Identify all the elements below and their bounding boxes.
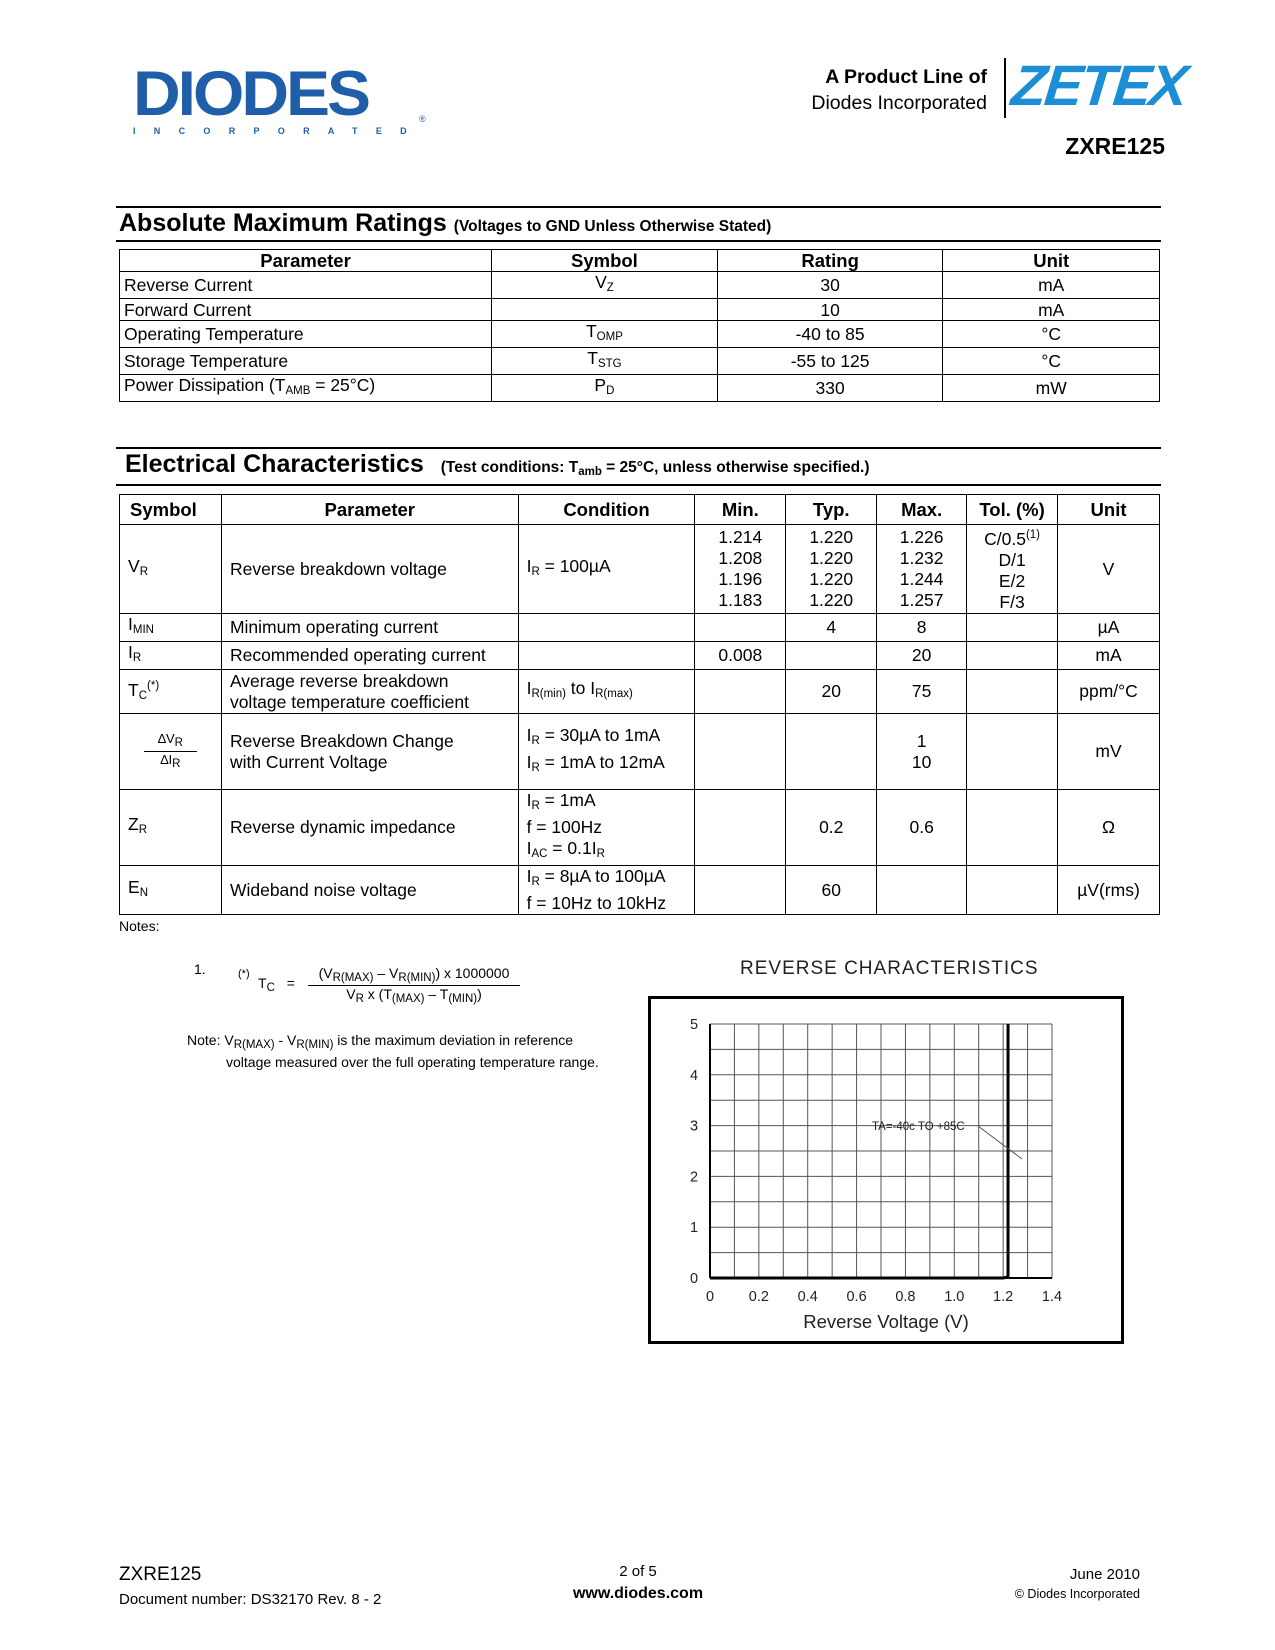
symbol-text: V <box>128 555 140 576</box>
n-text: - V <box>274 1032 297 1048</box>
fraction-num <box>144 731 197 752</box>
note-line: voltage measured over the full operating temperature range. <box>226 1054 599 1070</box>
value: 1.196 <box>718 569 763 589</box>
symbol-cell <box>120 790 222 866</box>
param-line: voltage temperature coefficient <box>229 691 469 712</box>
footer-site-link[interactable]: www.diodes.com <box>572 1585 704 1602</box>
formula-denominator <box>308 986 520 1005</box>
typ-cell: 60 <box>786 866 877 915</box>
min-cell <box>695 525 786 614</box>
logo-subtext: INCORPORATED <box>133 126 425 136</box>
cond-line: $I_R = 8\mu A$ to 100µA <box>526 866 666 888</box>
symbol-sub: Z <box>606 282 614 294</box>
ec-subtitle <box>441 459 870 476</box>
ec-table <box>119 494 1160 915</box>
value: 1.226 <box>899 527 944 547</box>
symbol-text: T <box>587 348 598 368</box>
unit-cell: µA <box>1058 614 1160 642</box>
table-row <box>120 790 1160 866</box>
symbol-sub: R <box>132 652 142 664</box>
n-sub: R(MAX) <box>233 1039 275 1051</box>
value: E/2 <box>998 571 1026 591</box>
unit-cell: mA <box>943 272 1160 299</box>
x-tick-label: 1.4 <box>1041 1289 1063 1305</box>
amr-title: Absolute Maximum Ratings <box>119 209 447 237</box>
symbol-sub: R <box>138 824 148 836</box>
value: 1.220 <box>809 590 854 610</box>
f-text: x (T <box>363 986 392 1002</box>
symbol-text: T <box>128 680 139 700</box>
rating-cell: 10 <box>717 299 943 321</box>
symbol-text: E <box>128 876 140 897</box>
unit-cell: mA <box>1058 642 1160 670</box>
cond-sub: R(min) <box>531 688 566 700</box>
x-tick-label: 1.2 <box>993 1289 1014 1305</box>
cond-line: $I_{AC} = 0.1I_R$ <box>526 838 605 860</box>
symbol-text: P <box>594 375 607 395</box>
rating-cell: 330 <box>717 375 943 402</box>
part-number: ZXRE125 <box>1065 133 1165 159</box>
section-rule <box>116 206 1161 208</box>
value: 1.220 <box>809 548 854 568</box>
reverse-characteristics-chart <box>648 996 1124 1344</box>
max-cell: 20 <box>877 642 967 670</box>
f-text: ) <box>477 986 482 1002</box>
col-unit: Unit <box>943 250 1160 272</box>
logo-text: DIODES <box>133 58 369 129</box>
typ-cell: 4 <box>786 614 877 642</box>
symbol-cell <box>120 670 222 714</box>
unit-cell: ppm/°C <box>1058 670 1160 714</box>
rating-cell: -55 to 125 <box>717 348 943 375</box>
footer-part: ZXRE125 <box>119 1564 202 1585</box>
zetex-logo: ZETEX <box>1008 54 1190 118</box>
rating-cell: 30 <box>717 272 943 299</box>
condition-cell <box>518 866 695 915</box>
param-cell: Storage Temperature <box>120 348 492 375</box>
ec-title: Electrical Characteristics <box>125 450 424 478</box>
typ-cell: 0.2 <box>786 790 877 866</box>
unit-cell: mV <box>1058 714 1160 790</box>
x-tick-label: 0.4 <box>797 1289 818 1305</box>
condition-cell <box>518 670 695 714</box>
n-text: is the maximum deviation in reference <box>333 1032 574 1048</box>
table-row <box>120 299 1160 321</box>
f-text: ) x 1000000 <box>435 965 510 981</box>
cond-mid: to I <box>565 678 596 698</box>
param-line: Reverse Breakdown Change <box>229 730 454 751</box>
value: 1.214 <box>718 527 763 547</box>
symbol-sub: R <box>139 565 148 578</box>
y-tick-label: 0 <box>689 1271 699 1287</box>
ec-subtitle-b: = 25°C, unless otherwise specified.) <box>601 459 870 476</box>
table-row <box>120 614 1160 642</box>
cond-line: f = 100Hz <box>526 817 602 837</box>
tol-cell <box>967 714 1058 790</box>
max-cell: 8 <box>877 614 967 642</box>
note-number: 1. <box>194 961 206 977</box>
symbol-text: Z <box>128 814 139 834</box>
unit-cell: °C <box>943 348 1160 375</box>
param-line: with Current Voltage <box>229 751 388 772</box>
param-sub: AMB <box>285 385 311 397</box>
symbol-cell <box>492 375 718 402</box>
unit-cell: °C <box>943 321 1160 348</box>
value: 1.220 <box>809 569 854 589</box>
max-cell: 75 <box>877 670 967 714</box>
n-text: Note: V <box>187 1032 234 1048</box>
f-sub: R(MAX) <box>332 972 374 984</box>
notes-label: Notes: <box>119 918 160 934</box>
x-tick-label: 0.2 <box>748 1289 769 1305</box>
f-text: (V <box>318 965 333 981</box>
unit-cell: V <box>1058 525 1160 614</box>
cond-line: $I_R = 1mA$ <box>526 790 596 812</box>
symbol-text: I <box>128 642 133 662</box>
condition-cell <box>518 614 695 642</box>
symbol-sub: D <box>606 385 615 397</box>
f-text: – T <box>424 986 449 1002</box>
min-cell <box>695 714 786 790</box>
unit-cell: mW <box>943 375 1160 402</box>
col-max: Max. <box>877 495 967 525</box>
ec-subtitle-sub: amb <box>578 466 602 478</box>
f-text: V <box>346 986 356 1002</box>
section-rule <box>116 484 1161 486</box>
param-cell: Recommended operating current <box>221 642 518 670</box>
amr-table <box>119 249 1160 402</box>
value: 1.183 <box>718 590 763 610</box>
param-tail: = 25°C) <box>310 375 376 395</box>
table-row <box>120 375 1160 402</box>
tol-cell <box>967 866 1058 915</box>
footer-copyright: © Diodes Incorporated <box>1014 1587 1140 1601</box>
footer-doc: Document number: DS32170 Rev. 8 - 2 <box>119 1591 382 1608</box>
col-symbol: Symbol <box>492 250 718 272</box>
note-star: (*) <box>238 968 250 980</box>
symbol-cell <box>120 642 222 670</box>
value: 1.208 <box>718 548 763 568</box>
tol-cell <box>967 614 1058 642</box>
cond-sub: R(max) <box>595 688 633 700</box>
cond-line: $I_R = 30\mu A$ to 1mA <box>526 724 661 747</box>
chart-annotation: TA=-40c TO +85C <box>872 1121 965 1133</box>
y-tick-label: 5 <box>689 1017 699 1033</box>
param-cell <box>221 670 518 714</box>
max-cell: 0.6 <box>877 790 967 866</box>
note-tc <box>258 975 295 994</box>
max-cell <box>877 866 967 915</box>
min-cell <box>695 670 786 714</box>
unit-cell: µV(rms) <box>1058 866 1160 915</box>
f-sub: R <box>355 993 364 1005</box>
condition-cell <box>518 525 695 614</box>
num-text: ∆V <box>158 731 175 746</box>
x-axis-label: Reverse Voltage (V) <box>803 1311 969 1332</box>
note-text <box>187 1032 599 1071</box>
symbol-cell <box>492 299 718 321</box>
col-typ: Typ. <box>786 495 877 525</box>
tc-sub: C <box>266 982 275 994</box>
value: 1.232 <box>899 548 944 568</box>
amr-heading <box>119 209 771 238</box>
value: 1.257 <box>899 590 944 610</box>
param-cell: Forward Current <box>120 299 492 321</box>
symbol-cell <box>492 321 718 348</box>
fraction <box>144 731 197 772</box>
ec-heading <box>125 450 870 479</box>
unit-cell: Ω <box>1058 790 1160 866</box>
note-line <box>187 1032 599 1054</box>
symbol-sup: (*) <box>147 680 160 692</box>
col-condition: Condition <box>518 495 695 525</box>
x-tick-label: 1.0 <box>944 1289 965 1305</box>
x-tick-label: 0 <box>705 1289 715 1305</box>
symbol-sub: MIN <box>132 624 154 636</box>
tol-cell <box>967 642 1058 670</box>
company-name: Diodes Incorporated <box>811 92 987 114</box>
cond-line: f = 10Hz to 10kHz <box>526 893 667 913</box>
tc-text: T <box>258 975 267 991</box>
fraction-den <box>144 752 197 772</box>
typ-cell: 20 <box>786 670 877 714</box>
eq-sign: = <box>286 975 295 991</box>
table-row <box>120 866 1160 915</box>
typ-cell <box>786 642 877 670</box>
section-rule <box>116 447 1161 449</box>
param-cell: Operating Temperature <box>120 321 492 348</box>
min-cell <box>695 614 786 642</box>
cond-line: $I_R = 1mA$ to 12mA <box>526 751 665 774</box>
y-tick-label: 2 <box>689 1169 699 1186</box>
cond-text: = 1mA to 12mA <box>539 751 665 772</box>
y-tick-label: 3 <box>689 1118 699 1135</box>
cond-text: = 8µA to 100µA <box>539 866 666 886</box>
den-text: ∆I <box>160 752 173 767</box>
symbol-cell <box>120 866 222 915</box>
symbol-cell <box>120 525 222 614</box>
formula-numerator <box>308 965 520 986</box>
tol-text: C/0.5 <box>984 529 1026 549</box>
f-sub: (MAX) <box>391 993 425 1005</box>
symbol-sub: C <box>138 690 148 702</box>
param-text: Power Dissipation (T <box>124 375 286 395</box>
typ-cell <box>786 525 877 614</box>
param-cell: Wideband noise voltage <box>221 866 518 915</box>
n-sub: R(MIN) <box>296 1039 334 1051</box>
col-parameter: Parameter <box>120 250 492 272</box>
table-row <box>120 642 1160 670</box>
symbol-sub: OMP <box>596 331 623 343</box>
table-row <box>120 321 1160 348</box>
f-sub: (MIN) <box>448 993 478 1005</box>
tol-cell <box>967 790 1058 866</box>
max-cell <box>877 714 967 790</box>
chart-title: REVERSE CHARACTERISTICS <box>740 958 1039 979</box>
cond-sub: R <box>531 565 540 578</box>
table-row <box>120 272 1160 299</box>
cond-tail: = 100µA <box>539 555 611 576</box>
table-row <box>120 525 1160 614</box>
symbol-cell <box>120 614 222 642</box>
param-cell: Reverse dynamic impedance <box>221 790 518 866</box>
y-tick-label: 4 <box>689 1067 699 1084</box>
amr-subtitle: (Voltages to GND Unless Otherwise Stated) <box>453 218 772 235</box>
tol-cell <box>967 525 1058 614</box>
min-cell <box>695 790 786 866</box>
y-tick-label: 1 <box>689 1220 699 1237</box>
value: 10 <box>911 751 932 772</box>
tol-sup: (1) <box>1025 529 1040 541</box>
f-sub: R(MIN) <box>398 972 436 984</box>
cond-text: = 30µA to 1mA <box>539 724 661 745</box>
footer-page: 2 of 5 <box>619 1563 657 1580</box>
cond-text: = 1mA <box>539 790 596 810</box>
den-sub: R <box>172 758 181 770</box>
value <box>971 525 1053 550</box>
value: 1 <box>916 730 927 751</box>
condition-cell <box>518 790 695 866</box>
value: 1.220 <box>809 527 854 547</box>
max-cell <box>877 525 967 614</box>
footer-date: June 2010 <box>1069 1566 1140 1583</box>
min-cell: 0.008 <box>695 642 786 670</box>
diodes-logo <box>133 58 433 137</box>
cond-text: I <box>526 678 532 698</box>
symbol-sub: STG <box>597 358 622 370</box>
product-line <box>811 64 987 116</box>
typ-cell <box>786 714 877 790</box>
col-unit: Unit <box>1058 495 1160 525</box>
col-min: Min. <box>695 495 786 525</box>
symbol-text: T <box>585 321 597 341</box>
param-cell <box>221 714 518 790</box>
param-cell: Minimum operating current <box>221 614 518 642</box>
value: F/3 <box>999 592 1025 612</box>
condition-cell <box>518 714 695 790</box>
param-cell: Reverse Current <box>120 272 492 299</box>
condition-cell <box>518 642 695 670</box>
unit-cell: mA <box>943 299 1160 321</box>
param-cell <box>120 375 492 402</box>
symbol-sub: N <box>139 886 148 899</box>
table-header-row <box>120 250 1160 272</box>
x-tick-label: 0.8 <box>895 1289 916 1305</box>
symbol-text: V <box>595 272 607 292</box>
product-line-label: A Product Line of <box>825 66 987 88</box>
param-cell: Reverse breakdown voltage <box>221 525 518 614</box>
col-tol: Tol. (%) <box>967 495 1058 525</box>
value: D/1 <box>998 550 1026 570</box>
table-row <box>120 348 1160 375</box>
col-rating: Rating <box>717 250 943 272</box>
ec-subtitle-a: (Test conditions: T <box>440 459 579 476</box>
value: 1.244 <box>899 569 944 589</box>
col-parameter: Parameter <box>221 495 518 525</box>
table-header-row <box>120 495 1160 525</box>
symbol-cell <box>492 272 718 299</box>
symbol-cell <box>492 348 718 375</box>
f-text: – V <box>373 965 399 981</box>
formula-fraction <box>308 965 520 1005</box>
x-tick-label: 0.6 <box>846 1289 867 1305</box>
min-cell <box>695 866 786 915</box>
symbol-text: I <box>128 614 133 634</box>
table-row <box>120 670 1160 714</box>
section-rule <box>116 240 1161 242</box>
cond-text: = 0.1I <box>547 838 597 858</box>
symbol-cell <box>120 714 222 790</box>
cond-text: I <box>526 555 532 576</box>
rating-cell: -40 to 85 <box>717 321 943 348</box>
tol-cell <box>967 670 1058 714</box>
table-row <box>120 714 1160 790</box>
header-separator <box>1004 58 1006 118</box>
param-line: Average reverse breakdown <box>229 670 449 691</box>
num-sub: R <box>174 737 183 749</box>
registered-icon: ® <box>419 114 426 124</box>
col-symbol: Symbol <box>120 495 222 525</box>
